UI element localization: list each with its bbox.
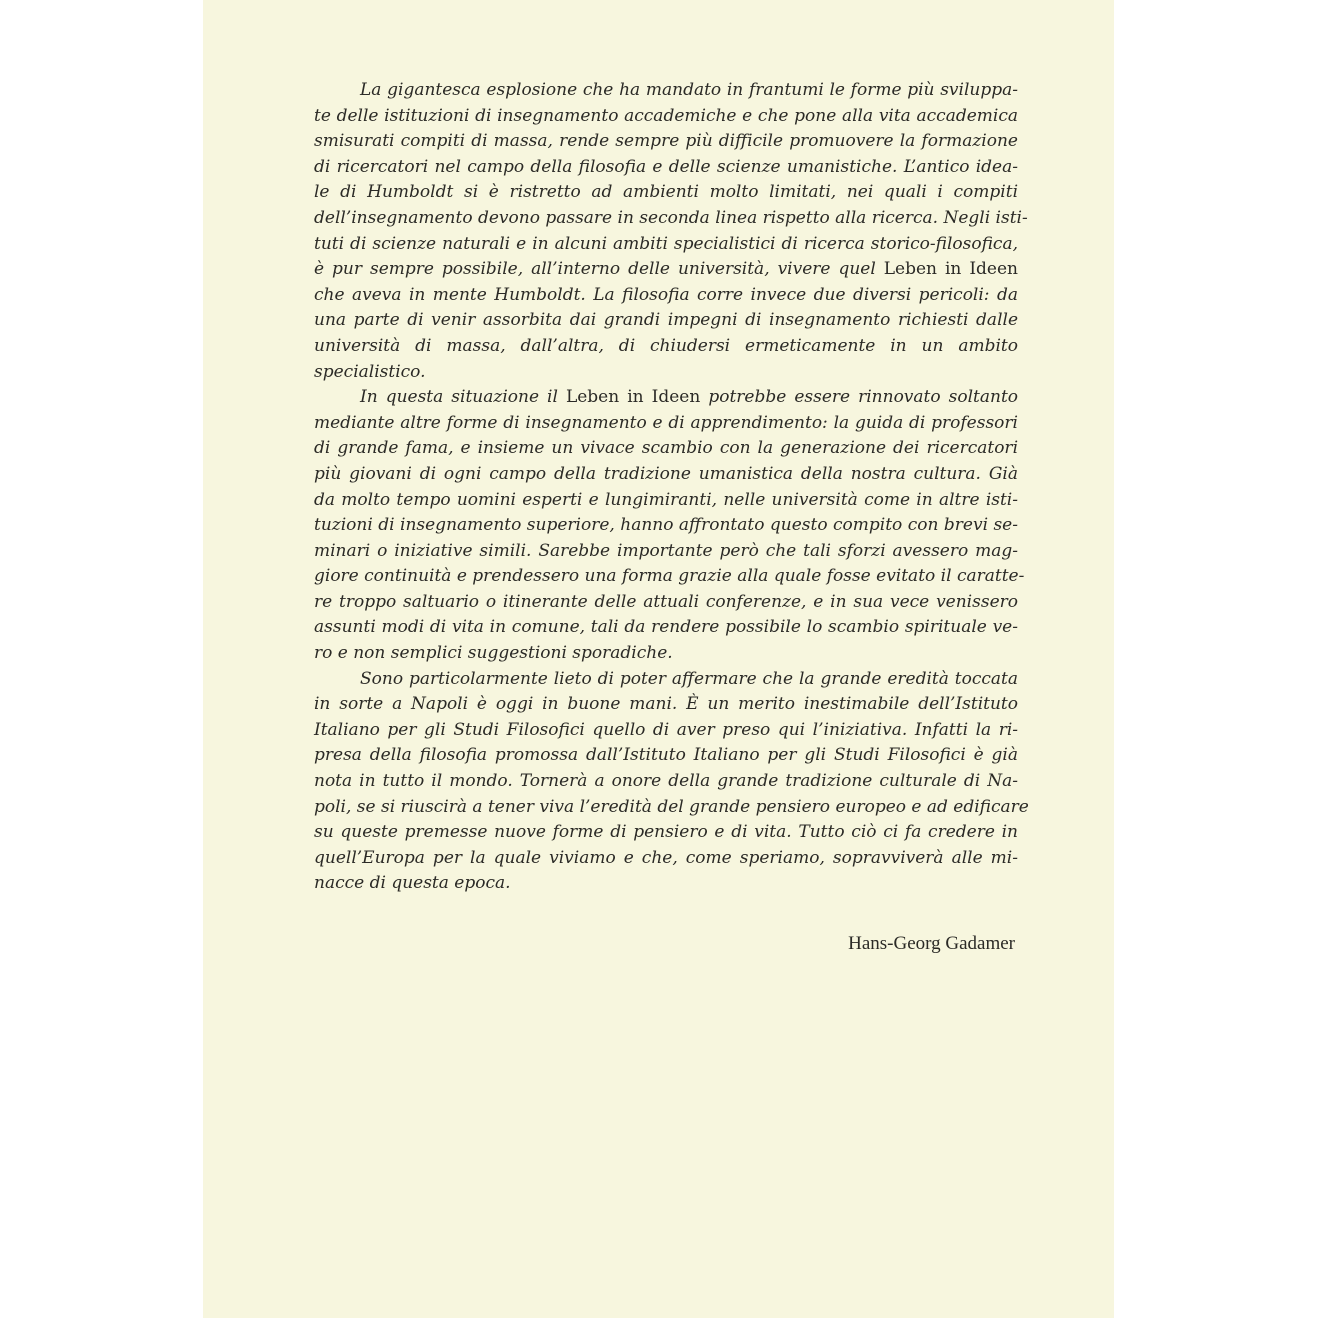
text-segment: di grande fama, e insieme un vivace scambio con la generazione dei ricercatori xyxy=(314,438,1018,459)
text-line xyxy=(314,692,1018,718)
text-line xyxy=(314,539,1018,565)
text-line xyxy=(314,334,1018,360)
text-line xyxy=(314,308,1018,334)
book-page xyxy=(203,0,1114,1318)
text-segment: in sorte a Napoli è oggi in buone mani. È un merito inestimabile dell’Istituto xyxy=(314,694,1018,715)
text-segment: assunti modi di vita in comune, tali da rendere possibile lo scambio spirituale ve- xyxy=(314,617,1018,638)
paragraph xyxy=(314,667,1029,897)
roman-phrase: Leben in Ideen xyxy=(565,387,701,408)
text-segment: è pur sempre possibile, all’interno delle università, vivere quel xyxy=(314,259,884,280)
text-segment: su queste premesse nuove forme di pensiero e di vita. Tutto ciò ci fa credere in xyxy=(314,822,1018,843)
text-line xyxy=(314,78,1018,104)
text-segment: mediante altre forme di insegnamento e di apprendimento: la guida di professori xyxy=(314,412,1018,433)
text-line xyxy=(314,232,1018,258)
text-segment: re troppo saltuario o itinerante delle attuali conferenze, e in sua vece venissero xyxy=(314,591,1018,612)
text-line xyxy=(314,411,1018,437)
text-line xyxy=(314,283,1018,309)
text-line xyxy=(314,155,1018,181)
text-segment: tuti di scienze naturali e in alcuni ambiti specialistici di ricerca storico-filosofica, xyxy=(314,233,1018,254)
text-line xyxy=(314,667,1018,693)
text-segment: più giovani di ogni campo della tradizione umanistica della nostra cultura. Già xyxy=(314,463,1018,484)
paragraph xyxy=(314,78,1028,385)
text-segment: le di Humboldt si è ristretto ad ambienti molto limitati, nei quali i compiti xyxy=(314,182,1018,203)
text-line xyxy=(314,871,1018,897)
text-segment: da molto tempo uomini esperti e lungimiranti, nelle università come in altre isti- xyxy=(314,489,1018,510)
text-line xyxy=(314,385,1018,411)
text-line xyxy=(314,564,1025,590)
text-segment: poli, se si riuscirà a tener viva l’eredità del grande pensiero europeo e ad edificare xyxy=(314,796,1029,817)
text-line xyxy=(314,257,1018,283)
text-line xyxy=(314,590,1018,616)
text-line xyxy=(314,180,1018,206)
author-signature: Hans-Georg Gadamer xyxy=(848,933,1015,954)
text-line xyxy=(314,795,1029,821)
text-segment: Italiano per gli Studi Filosofici quello di aver preso qui l’iniziativa. Infatti la ri- xyxy=(314,719,1018,740)
text-segment: che aveva in mente Humboldt. La filosofia corre invece due diversi pericoli: da xyxy=(314,284,1018,305)
text-segment: specialistico. xyxy=(314,361,426,382)
text-segment: di ricercatori nel campo della filosofia e delle scienze umanistiche. L’antico idea- xyxy=(314,156,1018,177)
text-line xyxy=(314,360,1018,386)
text-segment: giore continuità e prendessero una forma grazie alla quale fosse evitato il caratte- xyxy=(314,566,1025,587)
text-line xyxy=(314,718,1018,744)
text-segment: minari o iniziative simili. Sarebbe importante però che tali sforzi avessero mag- xyxy=(314,540,1018,561)
text-segment: nacce di questa epoca. xyxy=(314,873,511,894)
roman-phrase: Leben in Ideen xyxy=(883,259,1018,280)
text-segment: presa della filosofia promossa dall’Istituto Italiano per gli Studi Filosofici è già xyxy=(314,745,1018,766)
text-segment: potrebbe essere rinnovato soltanto xyxy=(700,387,1019,408)
text-segment: nota in tutto il mondo. Tornerà a onore della grande tradizione culturale di Na- xyxy=(314,771,1018,792)
text-segment: te delle istituzioni di insegnamento accademiche e che pone alla vita accademica xyxy=(314,105,1018,126)
text-segment: una parte di venir assorbita dai grandi impegni di insegnamento richiesti dalle xyxy=(314,310,1018,331)
paragraph xyxy=(314,385,1025,667)
text-segment: ro e non semplici suggestioni sporadiche. xyxy=(314,643,673,664)
text-line xyxy=(314,436,1018,462)
text-line xyxy=(314,104,1018,130)
text-line xyxy=(314,462,1018,488)
text-segment: La gigantesca esplosione che ha mandato in frantumi le forme più sviluppa- xyxy=(360,80,1018,100)
text-line xyxy=(314,129,1018,155)
text-line xyxy=(314,820,1018,846)
text-segment: smisurati compiti di massa, rende sempre più difficile promuovere la formazione xyxy=(314,131,1018,152)
text-segment: quell’Europa per la quale viviamo e che, come speriamo, sopravviverà alle mi- xyxy=(314,847,1018,868)
text-line xyxy=(314,769,1018,795)
text-segment: dell’insegnamento devono passare in seconda linea rispetto alla ricerca. Negli isti- xyxy=(314,207,1028,228)
text-segment: Sono particolarmente lieto di poter affermare che la grande eredità toccata xyxy=(360,668,1018,689)
text-segment: tuzioni di insegnamento superiore, hanno affrontato questo compito con brevi se- xyxy=(314,515,1018,536)
text-line xyxy=(314,206,1028,232)
text-segment: In questa situazione il xyxy=(360,387,566,408)
text-line xyxy=(314,846,1018,872)
text-line xyxy=(314,488,1018,514)
text-line xyxy=(314,743,1018,769)
body-text xyxy=(314,78,1029,897)
text-line xyxy=(314,513,1018,539)
text-segment: università di massa, dall’altra, di chiudersi ermeticamente in un ambito xyxy=(314,335,1018,356)
text-line xyxy=(314,641,1018,667)
text-line xyxy=(314,615,1018,641)
